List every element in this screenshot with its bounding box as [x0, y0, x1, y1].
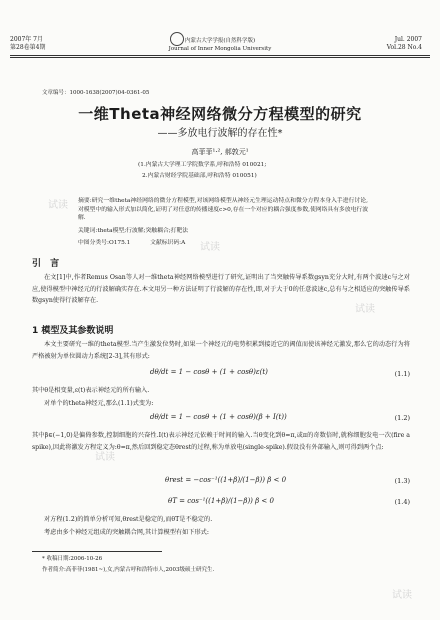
abstract: 摘要:研究一维theta神经网络的微分方程模型,对该网络模型从神经元生理运动特点和微分方程本身入手进行讨论,对模型中的输入形式加以简化,证明了对任意的传播速度c>0,存在一个对应的耦合强度参数,使网络具有多放电行波解. — [78, 198, 368, 221]
paper-title: 一维Theta神经网络微分方程模型的研究 — [78, 105, 362, 123]
section-1-title: 1 模型及其参数说明 — [32, 326, 114, 336]
header-center — [150, 38, 290, 53]
clc-number: 中图分类号:O175.1 — [78, 240, 131, 246]
header-right — [387, 36, 422, 52]
footnote-rule — [32, 551, 162, 552]
journal-name-cn: 内蒙古大学学报(自然科学版) — [184, 38, 256, 44]
header-rule — [10, 55, 430, 56]
footnote-received: * 收稿日期:2006-10-26 — [42, 556, 103, 562]
header-date-en: Jul. 2007 — [394, 36, 422, 43]
section-1-text: 本文主要研究一维的theta模型.当产生激发位势时,如果一个神经元的电势积累到接近它的阈值而使该神经元激发,那么它的动态行为将严格被射为单位圆动力系统[2-3],其有形式: — [32, 341, 410, 360]
affiliation-1: (1.内蒙古大学理工学院数学系,呼和浩特 010021; — [138, 162, 267, 168]
affiliation-2: 2.内蒙古财经学院基础部,呼和浩特 010051) — [142, 173, 257, 179]
section-intro-title: 引 言 — [32, 259, 63, 269]
watermark-2: 试读 — [200, 242, 220, 253]
watermark-4: 试读 — [95, 452, 115, 463]
equation-1-2-intro: 对单个的theta神经元,那么(1.1)式变为: — [44, 400, 154, 407]
equation-1-4: θT = cos⁻¹((1+β)/(1−β)) β < 0 — [168, 497, 274, 505]
keywords: 关键词:theta模型;行波解;突触耦合;打靶法 — [78, 228, 189, 234]
equation-1-3-number: (1.3) — [394, 477, 410, 485]
section-intro-text: 在文[1]中,作者Remus Osan等人对一维theta神经网络模型进行了研究,证明出了当突触传导系数gsyn充分大时,有两个波速c与之对应,使得模型中神经元的行波解确实存在.本文用另一种方法证明了行波解的存在性,即,对于大于0的任意波速c,总有与之相适应的突触传导系数gsyn使得行波解存在. — [32, 274, 410, 304]
equation-1-4-number: (1.4) — [394, 498, 410, 506]
header-date: 2007年 7月 — [10, 36, 43, 43]
watermark-3: 试读 — [355, 304, 375, 315]
equation-1-4-note: 对方程(1.2)的简单分析可知,θrest是稳定的,而θT是不稳定的. — [44, 516, 213, 523]
network-model-intro: 考虑由多个神经元组成的突触耦合网,其计算模型有如下形式: — [44, 529, 209, 536]
paper-subtitle: ——多放电行波解的存在性* — [157, 128, 283, 139]
watermark-5: 试读 — [392, 590, 412, 601]
equation-1-2-number: (1.2) — [394, 414, 410, 422]
equation-1-2-note: 其中β∈(−1,0)是偏倚参数,控制细胞的兴奋性.I(t)表示神经元依赖于时间的输入.当θ变化到θ=π,或π的奇数倍时,就称细胞发电一次(fire a spike),因此将激发方程定义为:θ=π,然后回到稳定态θrest的过程,称为单放电(single-spike).假设没有外部输入,则可得到两个点: — [32, 432, 410, 451]
equation-1-1-note: 其中θ是相变量,ε(t)表示神经元的所有输入. — [32, 387, 150, 394]
equation-1-1-number: (1.1) — [394, 370, 410, 378]
header-left — [10, 36, 45, 52]
affiliations — [138, 160, 266, 182]
author-list: 高菲菲¹·², 郝敦元¹ — [191, 148, 249, 156]
watermark-1: 试读 — [48, 200, 68, 211]
document-code: 文献标识码:A — [150, 240, 186, 246]
equation-1-3: θrest = −cos⁻¹((1+β)/(1−β)) β < 0 — [165, 476, 287, 484]
header-rule-thin — [10, 57, 430, 58]
header-volume-en: Vol.28 No.4 — [386, 44, 422, 51]
equation-1-2: dθ/dt = 1 − cosθ + (1 + cosθ)(β + I(t)) — [150, 413, 287, 421]
equation-1-1: dθ/dt = 1 − cosθ + (1 + cosθ)ε(t) — [150, 368, 268, 376]
journal-name-en: Journal of Inner Mongolia University — [168, 45, 272, 52]
footnote-author: 作者简介:高菲菲(1981~),女,内蒙古呼和浩特市人,2003级硕士研究生. — [42, 567, 215, 573]
article-number: 文章编号：1000-1638(2007)04-0361-05 — [42, 90, 150, 96]
classification — [78, 237, 378, 246]
header-volume: 第28卷第4期 — [10, 44, 46, 51]
journal-header — [0, 0, 440, 52]
